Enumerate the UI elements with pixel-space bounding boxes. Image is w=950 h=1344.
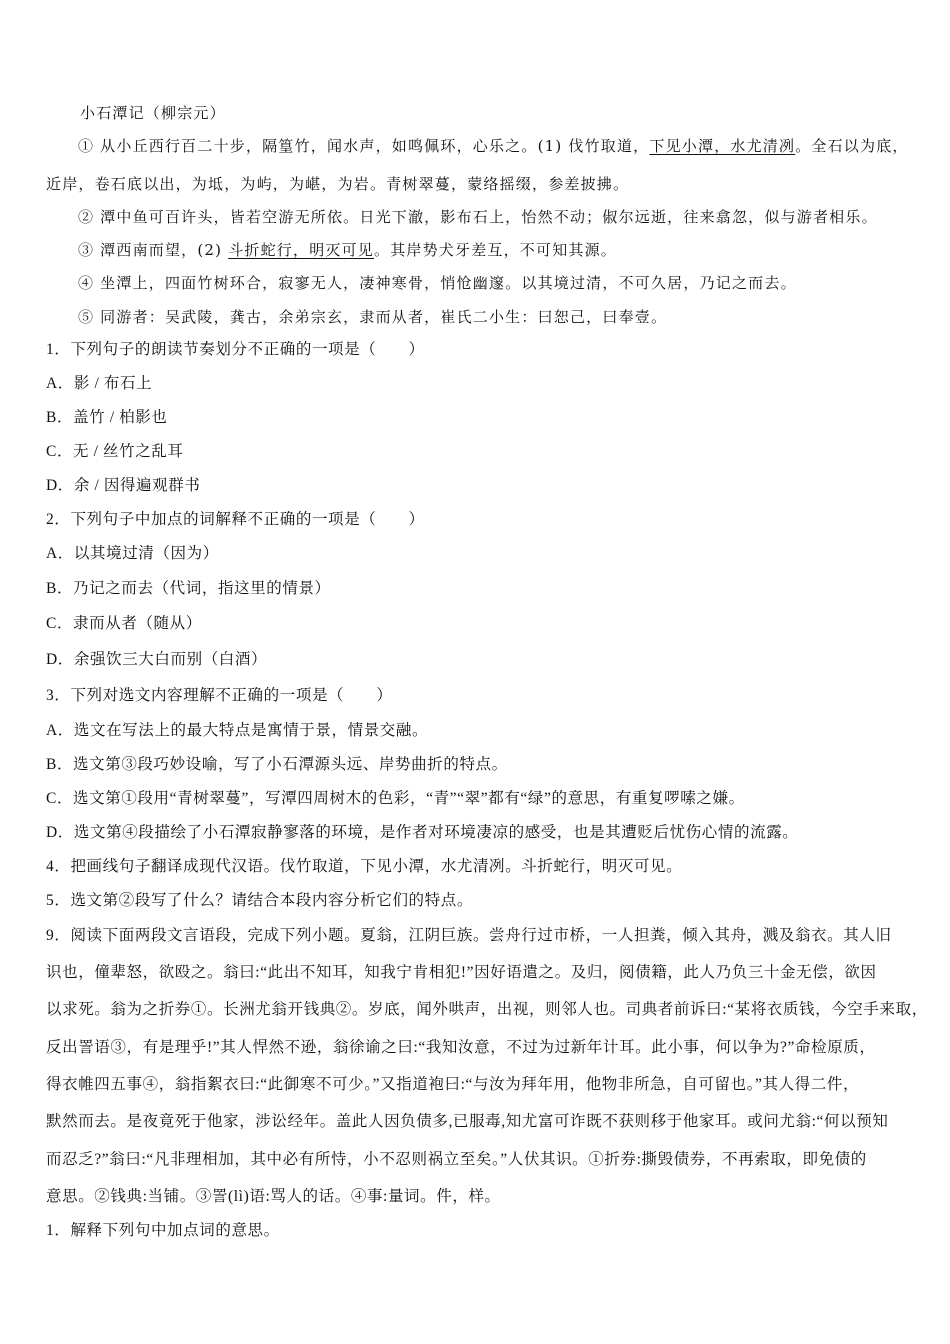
question-2-option-c: C．隶而从者（随从）: [46, 615, 202, 632]
question-1-option-d: D．余 / 因得遍观群书: [46, 477, 201, 494]
question-1-option-b: B．盖竹 / 柏影也: [46, 409, 168, 426]
passage-paragraph-2: ② 潭中鱼可百许头，皆若空游无所依。日光下澈，影布石上，怡然不动；俶尔远逝，往来翕忽，似与游者相乐。: [78, 208, 878, 226]
paragraph-1-text-b: 。全石以为底，: [795, 137, 909, 155]
underlined-sentence-2: 斗折蛇行，明灭可见: [228, 241, 374, 259]
underlined-sentence-1: 下见小潭，水尤清冽: [649, 137, 796, 155]
passage-paragraph-1: [78, 136, 914, 156]
question-9-line-5: 得衣帷四五事④，翁指絮衣曰:“此御寒不可少。”又指道袍曰:“与汝为拜年用，他物非所急，自可留也。”其人得二件，: [46, 1076, 860, 1093]
question-1-stem: 1．下列句子的朗读节奏划分不正确的一项是（ ）: [46, 341, 425, 358]
question-9-line-3: 以求死。翁为之折券①。长洲尤翁开钱典②。岁底，闻外哄声，出视，则邻人也。司典者前诉曰:“某将衣质钱，今空手来取，: [46, 1001, 928, 1018]
question-1-option-c: C．无 / 丝竹之乱耳: [46, 443, 184, 460]
question-9-line-4: 反出詈语③，有是理乎!”其人悍然不逊，翁徐谕之曰:“我知汝意，不过为过新年计耳。此小事，何以争为?”命检原质，: [46, 1039, 876, 1056]
question-9-line-1: 9．阅读下面两段文言语段，完成下列小题。夏翁，江阴巨族。尝舟行过市桥，一人担粪，倾入其舟，溅及翁衣。其人旧: [46, 927, 892, 944]
passage-paragraph-4: ④ 坐潭上，四面竹树环合，寂寥无人，凄神寒骨，悄怆幽邃。以其境过清，不可久居，乃记之而去。: [78, 274, 797, 292]
question-9-sub-1: 1．解释下列句中加点词的意思。: [46, 1222, 280, 1239]
question-9-line-6: 默然而去。是夜竟死于他家，涉讼经年。盖此人因负债多,已服毒,知尤富可诈既不获则移于他家耳。或问尤翁:“何以预知: [46, 1113, 889, 1130]
passage-paragraph-3: [78, 240, 914, 260]
question-5: 5．选文第②段写了什么？请结合本段内容分析它们的特点。: [46, 892, 473, 909]
question-9-line-7: 而忍乏?”翁曰:“凡非理相加，其中必有所恃，小不忍则祸立至矣。”人伏其识。①折券:撕毁债券，不再索取，即免债的: [46, 1151, 867, 1168]
question-9-line-2: 识也，僮辈怒，欲殴之。翁曰:“此出不知耳，知我宁肯相犯!”因好语遣之。及归，阅债籍，此人乃负三十金无偿，欲因: [46, 964, 877, 981]
question-2-option-d: D．余强饮三大白而别（白酒）: [46, 651, 268, 668]
paragraph-3-text-a: ③ 潭西南而望，(2): [78, 241, 229, 259]
question-3-option-b: B．选文第③段巧妙设喻，写了小石潭源头远、岸势曲折的特点。: [46, 756, 508, 773]
question-2-stem: 2．下列句子中加点的词解释不正确的一项是（ ）: [46, 511, 425, 528]
paragraph-3-text-b: 。其岸势犬牙差互，不可知其源。: [374, 241, 618, 259]
passage-paragraph-5: ⑤ 同游者：吴武陵，龚古，余弟宗玄，隶而从者，崔氏二小生：曰恕己，曰奉壹。: [78, 308, 668, 326]
passage-paragraph-1-line-2: 近岸，卷石底以出，为坻，为屿，为嵁，为岩。青树翠蔓，蒙络摇缀，参差披拂。: [46, 175, 630, 193]
question-2-option-b: B．乃记之而去（代词，指这里的情景）: [46, 580, 331, 597]
question-4: 4．把画线句子翻译成现代汉语。伐竹取道，下见小潭，水尤清冽。斗折蛇行，明灭可见。: [46, 858, 683, 875]
question-3-option-c: C．选文第①段用“青树翠蔓”，写潭四周树木的色彩，“青”“翠”都有“绿”的意思，有重复啰嗦之嫌。: [46, 790, 745, 807]
question-9-line-8: 意思。②钱典:当铺。③詈(lì)语:骂人的话。④事:量词。件，样。: [46, 1188, 501, 1205]
question-3-option-a: A．选文在写法上的最大特点是寓情于景，情景交融。: [46, 722, 429, 739]
question-1-option-a: A．影 / 布石上: [46, 375, 153, 392]
question-3-option-d: D．选文第④段描绘了小石潭寂静寥落的环境，是作者对环境凄凉的感受，也是其遭贬后忧伤心情的流露。: [46, 824, 799, 841]
paragraph-1-text-a: ① 从小丘西行百二十步，隔篁竹，闻水声，如鸣佩环，心乐之。(1) 伐竹取道，: [78, 137, 650, 155]
question-2-option-a: A．以其境过清（因为）: [46, 545, 219, 562]
question-3-stem: 3．下列对选文内容理解不正确的一项是（ ）: [46, 687, 393, 704]
passage-title: 小石潭记（柳宗元）: [80, 104, 226, 122]
